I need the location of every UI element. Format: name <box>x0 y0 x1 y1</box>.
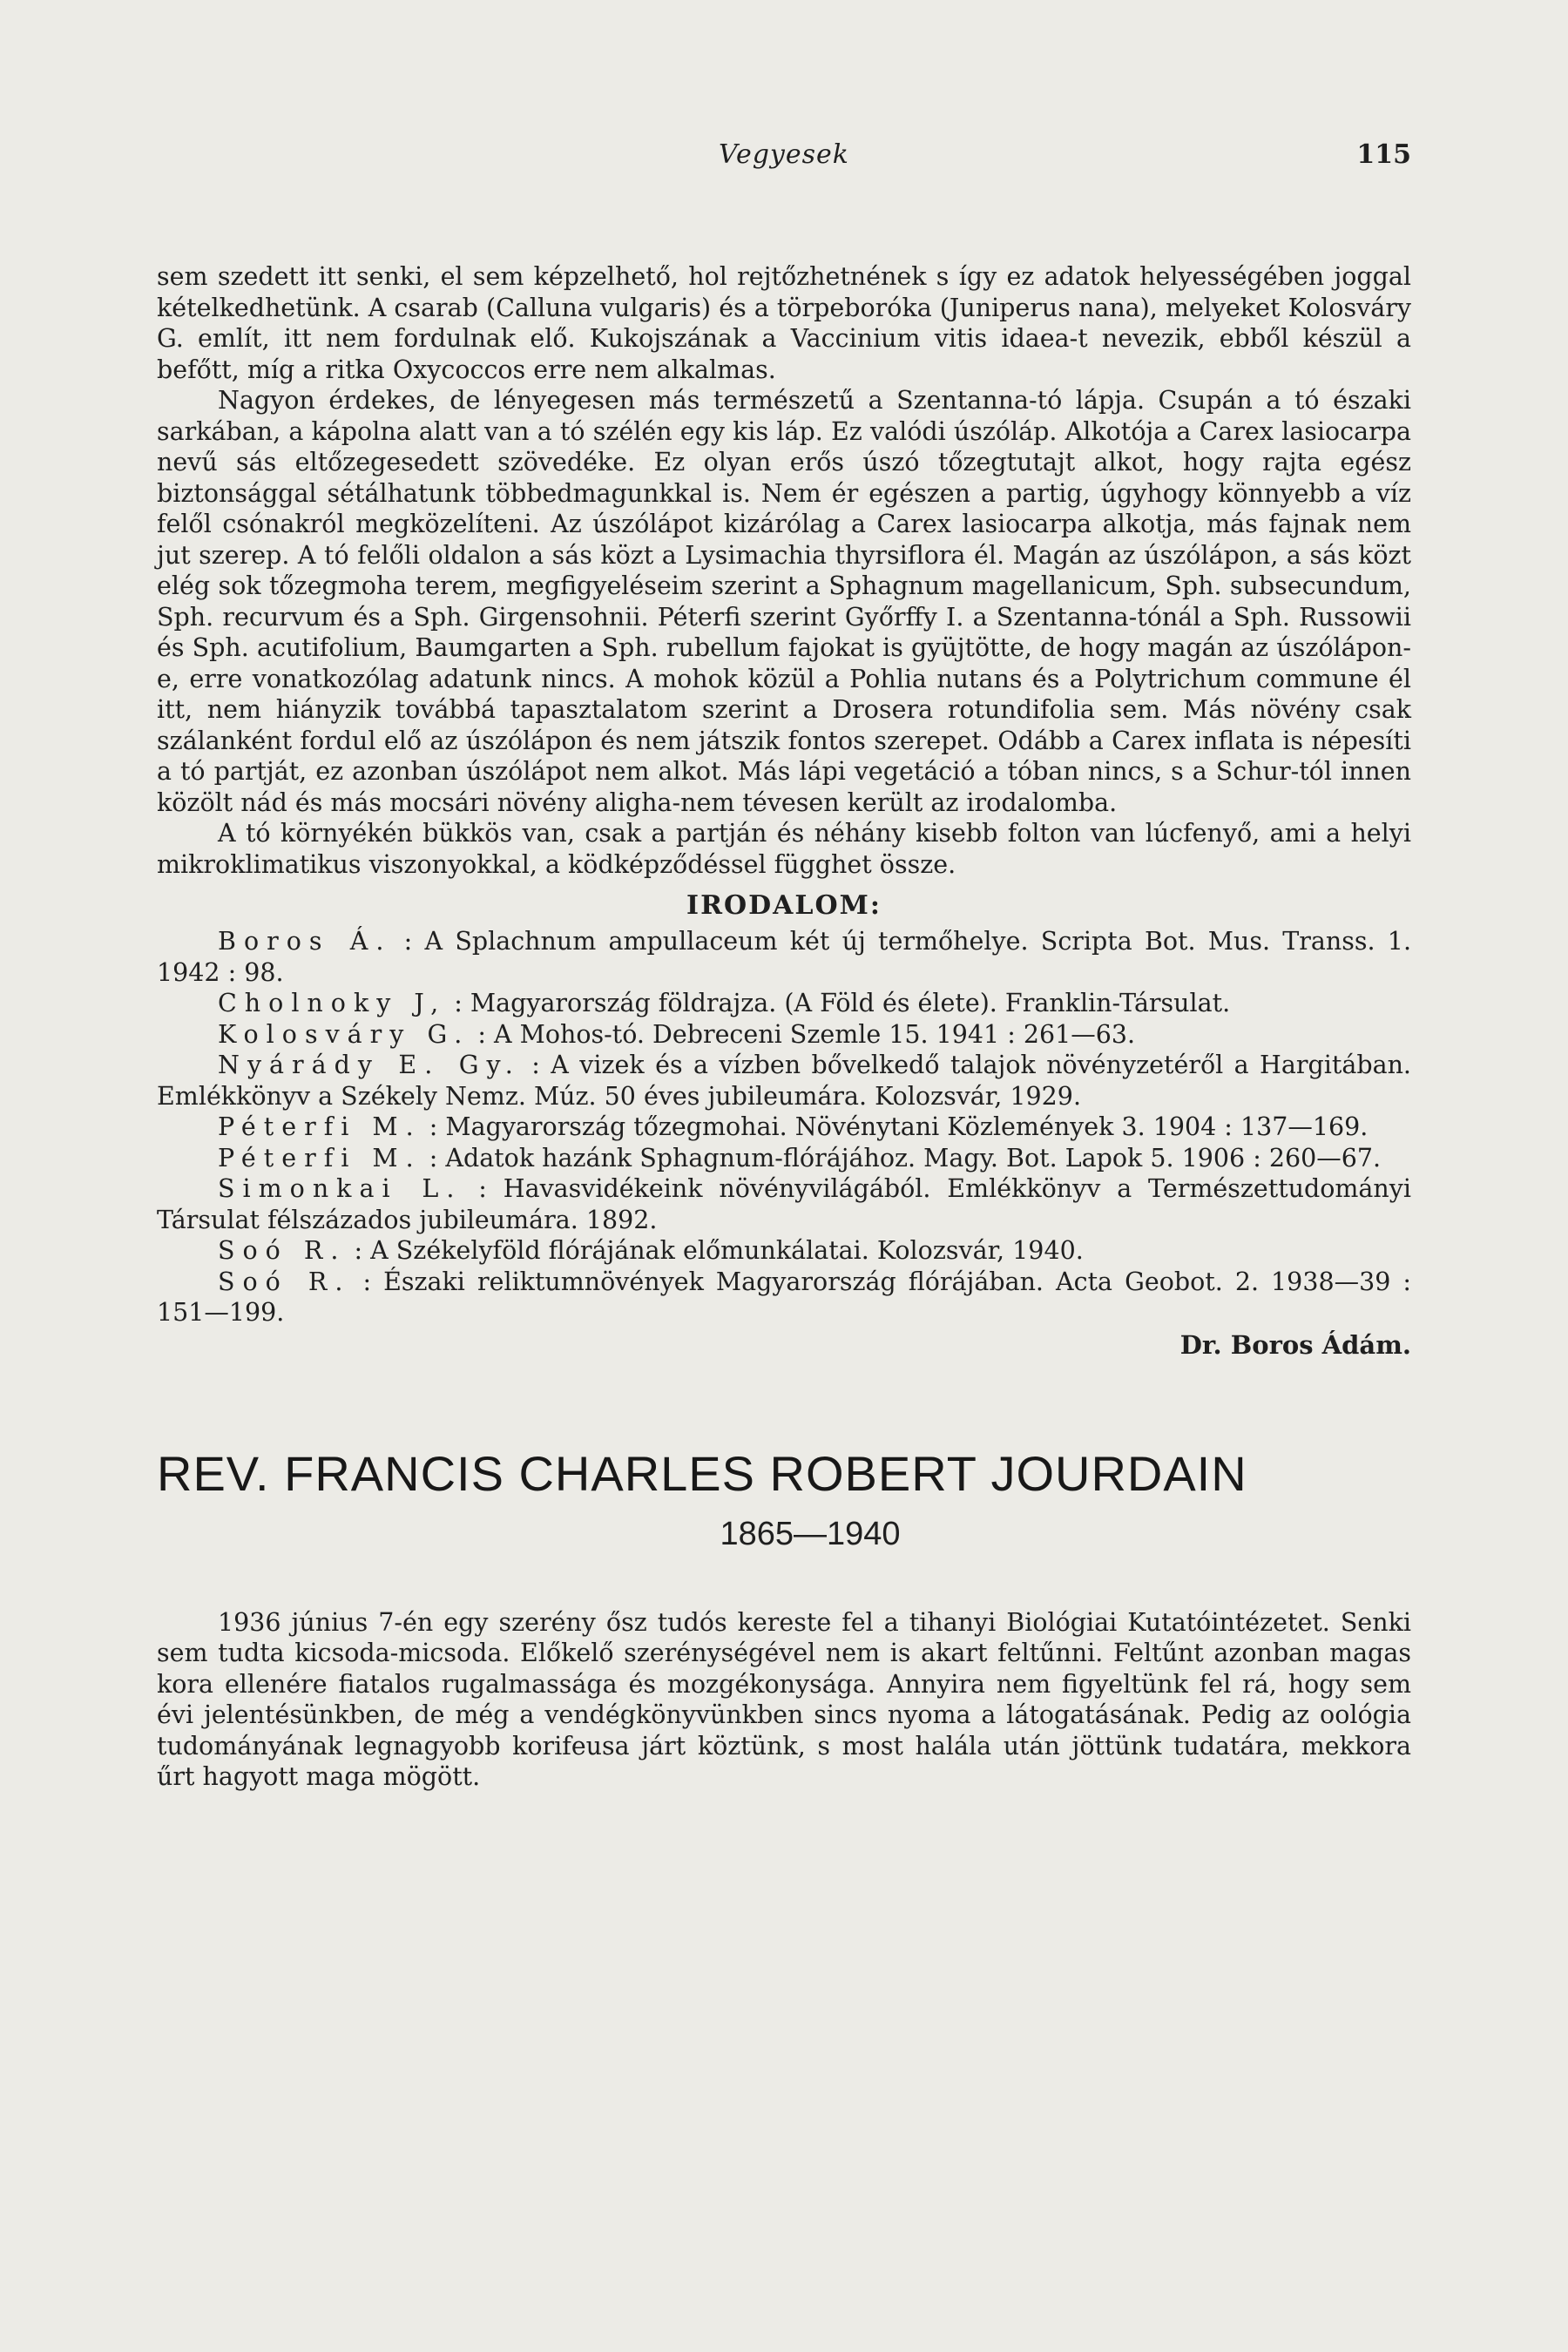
references-list <box>157 926 1411 1328</box>
obituary-dates: 1865—1940 <box>720 1515 901 1552</box>
article-paragraph-3: A tó környékén bükkös van, csak a partján és néhány kisebb folton van lúcfenyő, ami a helyi mikroklimatikus viszonyokkal, a ködképződéssel függhet össze. <box>157 819 1411 879</box>
reference-item <box>157 1112 1411 1143</box>
reference-text: : A vizek és a vízben bővelkedő talajok növényzetéről a Hargitában. Emlékkönyv a Székely Nemz. Múz. 50 éves jubileumára. Kolozsvár, 1929. <box>157 1051 1411 1111</box>
reference-text: : Adatok hazánk Sphagnum-flórájához. Magy. Bot. Lapok 5. 1906 : 260—67. <box>429 1143 1382 1173</box>
reference-item <box>157 1019 1411 1051</box>
article-paragraph-1: sem szedett itt senki, el sem képzelhető, hol rejtőzhetnének s így ez adatok helyességében joggal kételkedhetünk. A csarab (Calluna vulgaris) és a törpeboróka (Juniperus nana), melyeket Kolosváry G. említ, itt nem fordulnak elő. Kukojszának a Vaccinium vitis idaea-t nevezik, ebből készül a befőtt, míg a ritka Oxycoccos erre nem alkalmas. <box>157 262 1411 384</box>
reference-text: : Magyarország tőzegmohai. Növénytani Közlemények 3. 1904 : 137—169. <box>429 1112 1369 1141</box>
reference-author: Kolosváry G. <box>218 1019 470 1049</box>
obituary-heading: REV. FRANCIS CHARLES ROBERT JOURDAIN <box>157 1445 1247 1501</box>
reference-author: Péterfi M. <box>218 1143 422 1173</box>
reference-item <box>157 926 1411 988</box>
reference-item <box>157 1050 1411 1112</box>
reference-author: Boros Á. <box>218 927 392 956</box>
reference-author: Soó R. <box>218 1267 351 1296</box>
obituary-paragraph: 1936 június 7-én egy szerény ősz tudós kereste fel a tihanyi Biológiai Kutatóintézetet. Senki sem tudta kicsoda-micsoda. Előkelő szerénységével nem is akart feltűnni. Feltűnt azonban magas kora ellenére fiatalos rugalmassága és mozgékonysága. Annyira nem figyeltünk fel rá, hogy sem évi jelentésünkben, de még a vendégkönyvünkben sincs nyoma a látogatásának. Pedig az oológia tudományának legnagyobb korifeusa járt köztünk, s most halála után jöttünk tudatára, mekkora űrt hagyott maga mögött. <box>157 1607 1411 1791</box>
running-title: Vegyesek <box>719 139 849 170</box>
reference-author: Soó R. <box>218 1236 347 1265</box>
reference-item <box>157 988 1411 1019</box>
reference-text: : Magyarország földrajza. (A Föld és élete). Franklin-Társulat. <box>454 989 1231 1017</box>
reference-item <box>157 1173 1411 1235</box>
reference-text: : A Székelyföld flórájának előmunkálatai. Kolozsvár, 1940. <box>354 1236 1084 1265</box>
article-signature: Dr. Boros Ádám. <box>1179 1329 1411 1360</box>
reference-text: : A Splachnum ampullaceum két új termőhelye. Scripta Bot. Mus. Transs. 1. 1942 : 98. <box>157 927 1412 987</box>
references-heading: IRODALOM: <box>686 890 882 921</box>
article-body <box>157 261 1411 880</box>
obituary-body <box>157 1607 1411 1793</box>
reference-author: Péterfi M. <box>218 1112 422 1141</box>
article-paragraph-2: Nagyon érdekes, de lényegesen más természetű a Szentanna-tó lápja. Csupán a tó északi sarkában, a kápolna alatt van a tó szélén egy kis láp. Ez valódi úszóláp. Alkotója a Carex lasiocarpa nevű sás eltőzegesedett szövedéke. Ez olyan erős úszó tőzegtutajt alkot, hogy rajta egész biztonsággal sétálhatunk többedmagunkkal is. Nem ér egészen a partig, úgyhogy könnyebb a víz felől csónakról megközelíteni. Az úszólápot kizárólag a Carex lasiocarpa alkotja, más fajnak nem jut szerep. A tó felőli oldalon a sás közt a Lysimachia thyrsiflora él. Magán az úszólápon, a sás közt elég sok tőzegmoha terem, megfigyeléseim szerint a Sphagnum magellanicum, Sph. subsecundum, Sph. recurvum és a Sph. Girgensohnii. Péterfi szerint Győrffy I. a Szentanna-tónál a Sph. Russowii és Sph. acutifolium, Baumgarten a Sph. rubellum fajokat is gyüjtötte, de hogy magán az úszólápon-e, erre vonatkozólag adatunk nincs. A mohok közül a Pohlia nutans és a Polytrichum commune él itt, nem hiányzik továbbá tapasztalatom szerint a Drosera rotundifolia sem. Más növény csak szálanként fordul elő az úszólápon és nem játszik fontos szerepet. Odább a Carex inflata is népesíti a tó partját, ez azonban úszólápot nem alkot. Más lápi vegetáció a tóban nincs, s a Schur-tól innen közölt nád és más mocsári növény aligha-nem tévesen került az irodalomba. <box>157 386 1411 817</box>
page-number: 115 <box>1356 139 1411 170</box>
document-page <box>157 139 1411 1793</box>
reference-text: : Északi reliktumnövények Magyarország flórájában. Acta Geobot. 2. 1938—39 : 151—199. <box>157 1267 1411 1327</box>
reference-text: : Havasvidékeink növényvilágából. Emlékkönyv a Természettudományi Társulat félszázados jubileumára. 1892. <box>157 1174 1411 1234</box>
reference-item <box>157 1143 1411 1174</box>
reference-item <box>157 1235 1411 1267</box>
reference-text: : A Mohos-tó. Debreceni Szemle 15. 1941 : 261—63. <box>477 1019 1136 1049</box>
running-header <box>157 139 1411 192</box>
reference-author: Nyárády E. Gy. <box>218 1051 521 1079</box>
reference-author: Simonkai L. <box>218 1174 463 1203</box>
reference-author: Cholnoky J, <box>218 989 447 1017</box>
reference-item <box>157 1267 1411 1328</box>
